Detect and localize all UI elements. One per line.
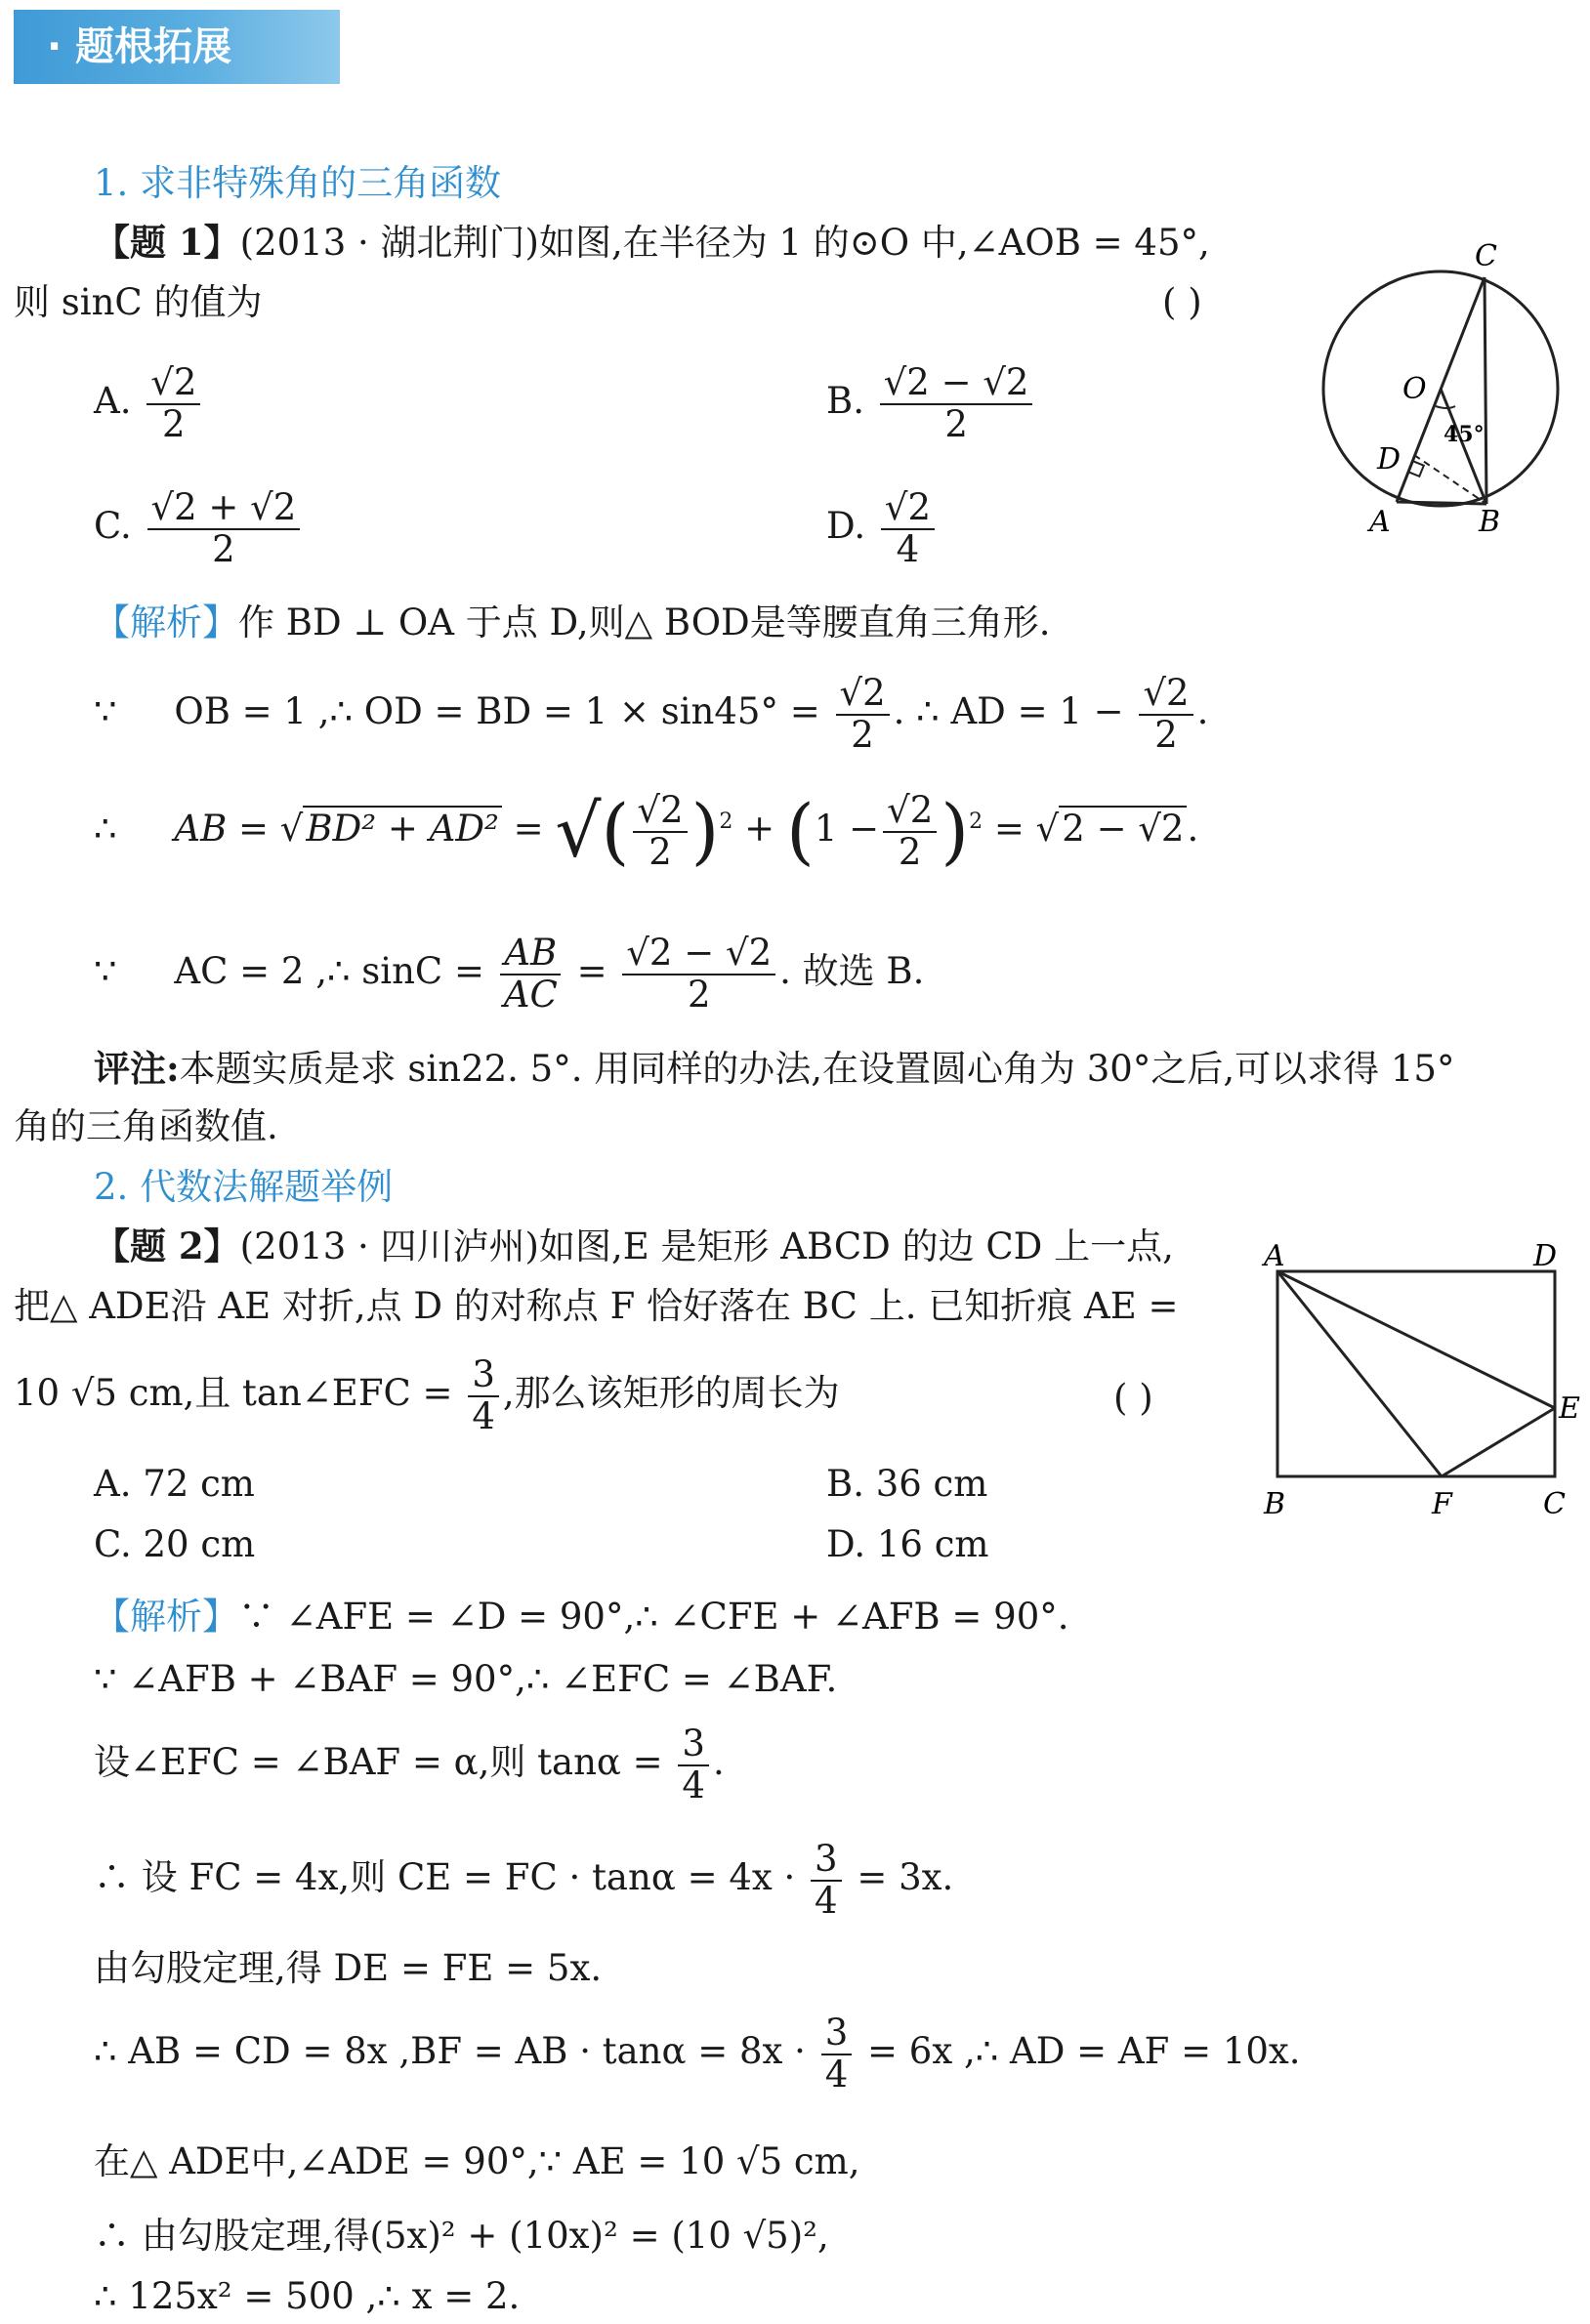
analysis1-tag: 【解析】 bbox=[94, 602, 238, 643]
label-e2: E bbox=[1559, 1391, 1580, 1426]
problem1-line1 bbox=[94, 221, 1210, 265]
analysis1-step2: ∴ AB = √BD² + AD² = √( $\frac{√2}{2}$ )$^2$ + (1 − $\frac{√2}{2}$ )$^2$ = √2 − √2. bbox=[94, 789, 1199, 874]
analysis2-line6 bbox=[94, 2013, 1301, 2095]
analysis2-l6-a: ∴ AB = CD = 8x ,BF = AB · tanα = 8x · bbox=[94, 2030, 806, 2073]
problem1-line1-text: (2013 · 湖北荆门)如图,在半径为 1 的⊙O 中,∠AOB = 45°, bbox=[239, 222, 1210, 264]
section-header-tab bbox=[14, 10, 340, 84]
chord-ab bbox=[1397, 502, 1486, 504]
option-b bbox=[826, 363, 1036, 444]
step2-frac-num: √2 bbox=[633, 791, 687, 833]
problem1-line2: 则 sinC 的值为 bbox=[14, 281, 263, 323]
option-a-letter: A. bbox=[94, 380, 132, 423]
step3-frac2-num: √2 − √2 bbox=[622, 934, 775, 975]
label-b: B bbox=[1479, 505, 1501, 539]
option-c-num: √2 + √2 bbox=[147, 488, 301, 530]
option-a bbox=[94, 363, 204, 444]
step1-because: ∵ bbox=[94, 690, 117, 733]
step2-fracb-den: 2 bbox=[898, 830, 922, 873]
analysis2-l3-fraction bbox=[678, 1724, 709, 1805]
analysis1-text: 作 BD ⊥ OA 于点 D,则△ BOD是等腰直角三角形. bbox=[238, 602, 1051, 643]
option-d-den: 4 bbox=[896, 527, 920, 570]
step2-text-d: 1 − bbox=[814, 808, 880, 851]
section2-heading: 2. 代数法解题举例 bbox=[94, 1166, 394, 1208]
option-b-letter: B. bbox=[826, 380, 864, 423]
problem2-line1 bbox=[94, 1224, 1174, 1268]
section1-heading: 1. 求非特殊角的三角函数 bbox=[94, 162, 502, 204]
option2-b: B. 36 cm bbox=[826, 1463, 988, 1505]
option-d-fraction bbox=[881, 488, 935, 569]
analysis2-l3-b: . bbox=[712, 1741, 725, 1784]
option-c bbox=[94, 488, 304, 569]
analysis2-l4-a: ∴ 设 FC = 4x,则 CE = FC · tanα = 4x · bbox=[94, 1856, 796, 1899]
option-c-den: 2 bbox=[212, 527, 235, 570]
step1-frac2-den: 2 bbox=[1154, 713, 1178, 756]
option-b-den: 2 bbox=[944, 402, 968, 445]
problem2-answer-paren: ( ) bbox=[1113, 1377, 1153, 1419]
option-c-fraction bbox=[147, 488, 301, 569]
step2-root bbox=[303, 808, 501, 851]
option2-c: C. 20 cm bbox=[94, 1523, 256, 1565]
option2-d: D. 16 cm bbox=[826, 1523, 989, 1565]
option-a-den: 2 bbox=[162, 402, 186, 445]
label-d: D bbox=[1377, 442, 1402, 477]
label-o: O bbox=[1402, 372, 1427, 406]
step3-fraction bbox=[500, 934, 562, 1015]
analysis2-l6-num: 3 bbox=[821, 2013, 853, 2055]
analysis2-l4-num: 3 bbox=[811, 1840, 842, 1882]
step3-fraction2 bbox=[622, 934, 775, 1015]
analysis2-l1: ∵ ∠AFE = ∠D = 90°,∴ ∠CFE + ∠AFB = 90°. bbox=[238, 1596, 1069, 1638]
segment-af bbox=[1277, 1271, 1442, 1476]
step3-frac2-den: 2 bbox=[687, 973, 711, 1016]
label-f2: F bbox=[1432, 1487, 1452, 1521]
option-b-fraction bbox=[880, 363, 1033, 444]
step3-frac-num: AB bbox=[500, 934, 561, 975]
option-a-num: √2 bbox=[146, 363, 200, 405]
problem2-line3-a: 10 √5 cm,且 tan∠EFC = bbox=[14, 1372, 453, 1415]
analysis2-l4-den: 4 bbox=[815, 1879, 838, 1922]
analysis2-l6-b: = 6x ,∴ AD = AF = 10x. bbox=[867, 2030, 1301, 2073]
comment1-text: 本题实质是求 sin22. 5°. 用同样的办法,在设置圆心角为 30°之后,可以求得 15° bbox=[179, 1048, 1455, 1090]
option-c-letter: C. bbox=[94, 505, 132, 548]
analysis2-l8: ∴ 由勾股定理,得(5x)² + (10x)² = (10 √5)², bbox=[94, 2215, 829, 2257]
label-c2: C bbox=[1543, 1487, 1566, 1521]
problem2-line1-text: (2013 · 四川泸州)如图,E 是矩形 ABCD 的边 CD 上一点, bbox=[239, 1225, 1174, 1267]
problem2-frac-den: 4 bbox=[472, 1394, 495, 1437]
analysis2-l5: 由勾股定理,得 DE = FE = 5x. bbox=[94, 1947, 603, 1989]
comment1-line2: 角的三角函数值. bbox=[14, 1105, 278, 1147]
step2-fraction bbox=[633, 791, 687, 872]
label-c: C bbox=[1475, 239, 1497, 273]
option2-a: A. 72 cm bbox=[94, 1463, 255, 1505]
step2-text-b: = bbox=[513, 808, 544, 851]
comment1-tag: 评注: bbox=[94, 1047, 180, 1090]
problem1-answer-paren: ( ) bbox=[1162, 281, 1202, 323]
comment1-line1 bbox=[94, 1047, 1454, 1091]
analysis2-l9: ∴ 125x² = 500 ,∴ x = 2. bbox=[94, 2275, 521, 2317]
label-a2: A bbox=[1264, 1239, 1285, 1273]
analysis2-l6-den: 4 bbox=[824, 2053, 849, 2096]
section-header-title: · 题根拓展 bbox=[47, 24, 232, 69]
chord-cb bbox=[1485, 277, 1486, 504]
label-angle-45: 45° bbox=[1444, 422, 1485, 447]
option-d bbox=[826, 488, 939, 569]
problem1-tag: 【题 1】 bbox=[94, 221, 240, 264]
analysis2-l4-fraction bbox=[811, 1840, 842, 1921]
label-a: A bbox=[1369, 505, 1391, 539]
step1-frac-num: √2 bbox=[836, 674, 890, 716]
segment-fe bbox=[1442, 1408, 1555, 1476]
problem2-tag: 【题 2】 bbox=[94, 1224, 240, 1267]
analysis2-l3-den: 4 bbox=[682, 1764, 705, 1806]
step2-fracb-num: √2 bbox=[883, 791, 937, 833]
analysis2-l7: 在△ ADE中,∠ADE = 90°,∵ AE = 10 √5 cm, bbox=[94, 2140, 860, 2182]
step2-root-content: BD² + AD² bbox=[303, 806, 501, 850]
step1-text-b: . ∴ AD = 1 − bbox=[893, 690, 1124, 733]
analysis2-l4-b: = 3x. bbox=[857, 1856, 954, 1899]
step3-text-b: = bbox=[576, 950, 607, 993]
option-d-num: √2 bbox=[881, 488, 935, 530]
analysis2-line4 bbox=[94, 1840, 953, 1921]
circle-figure bbox=[1299, 234, 1582, 547]
step2-result: 2 − √2 bbox=[1059, 806, 1187, 850]
step1-frac2-num: √2 bbox=[1139, 674, 1192, 716]
angle-arc bbox=[1436, 406, 1455, 408]
step2-therefore: ∴ bbox=[94, 808, 117, 851]
problem2-line2: 把△ ADE沿 AE 对折,点 D 的对称点 F 恰好落在 BC 上. 已知折痕 AE = bbox=[14, 1285, 1179, 1327]
analysis2-tag: 【解析】 bbox=[94, 1596, 238, 1638]
problem2-line3-b: ,那么该矩形的周长为 bbox=[502, 1372, 840, 1415]
label-d2: D bbox=[1533, 1239, 1558, 1273]
step2-text-e: = bbox=[993, 808, 1025, 851]
rectangle-figure bbox=[1260, 1232, 1582, 1525]
step1-text-c: . bbox=[1196, 690, 1209, 733]
label-b2: B bbox=[1264, 1487, 1286, 1521]
step1-fraction2 bbox=[1139, 674, 1192, 755]
step2-frac-den: 2 bbox=[649, 830, 672, 873]
step1-frac-den: 2 bbox=[851, 713, 874, 756]
problem2-line3 bbox=[14, 1355, 840, 1436]
step1-text-a: OB = 1 ,∴ OD = BD = 1 × sin45° = bbox=[174, 690, 820, 733]
step2-text-a: AB = bbox=[174, 808, 270, 851]
step3-because: ∵ bbox=[94, 950, 117, 993]
analysis2-l3-num: 3 bbox=[678, 1724, 709, 1766]
step2-text-f: . bbox=[1187, 808, 1199, 851]
problem2-fraction bbox=[468, 1355, 499, 1436]
problem2-frac-num: 3 bbox=[468, 1355, 499, 1397]
step1-fraction bbox=[836, 674, 890, 755]
step3-text-a: AC = 2 ,∴ sinC = bbox=[174, 950, 485, 993]
analysis2-l2: ∵ ∠AFB + ∠BAF = 90°,∴ ∠EFC = ∠BAF. bbox=[94, 1658, 838, 1700]
analysis1-step1 bbox=[94, 674, 1208, 755]
option-a-fraction bbox=[146, 363, 200, 444]
step2-text-c: + bbox=[744, 808, 775, 851]
analysis1-line1 bbox=[94, 602, 1050, 644]
fold-line-ae bbox=[1277, 1271, 1555, 1408]
analysis1-step3 bbox=[94, 934, 924, 1015]
option-d-letter: D. bbox=[826, 505, 866, 548]
analysis2-l3-a: 设∠EFC = ∠BAF = α,则 tanα = bbox=[94, 1741, 663, 1784]
analysis2-line3 bbox=[94, 1724, 725, 1805]
option-b-num: √2 − √2 bbox=[880, 363, 1033, 405]
analysis2-line1 bbox=[94, 1596, 1069, 1639]
step3-frac-den: AC bbox=[503, 973, 558, 1016]
analysis2-l6-fraction bbox=[821, 2013, 853, 2095]
step2-fraction-b bbox=[883, 791, 937, 872]
step3-text-c: . 故选 B. bbox=[779, 950, 925, 993]
step2-result-root bbox=[1059, 808, 1187, 851]
